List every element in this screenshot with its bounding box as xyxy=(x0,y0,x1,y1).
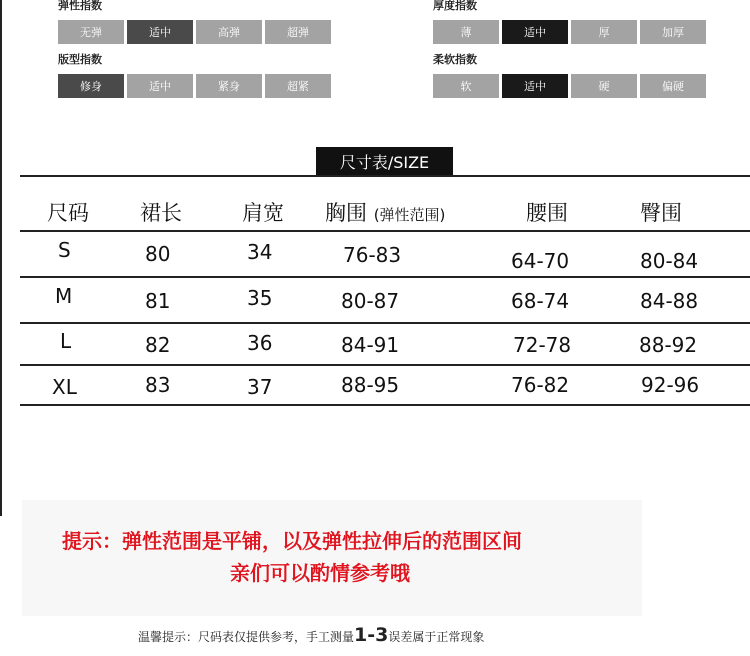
cell-size: M xyxy=(55,284,73,308)
thickness-option: 加厚 xyxy=(640,20,706,44)
cell-bust: 88-95 xyxy=(341,373,400,397)
softness-index-label: 柔软指数 xyxy=(433,53,477,66)
row-divider xyxy=(20,276,750,278)
row-divider xyxy=(20,322,750,324)
fit-option-selected: 修身 xyxy=(58,74,124,98)
cell-skirt-length: 81 xyxy=(145,289,171,313)
cell-shoulder: 37 xyxy=(247,375,273,399)
left-border-line xyxy=(0,0,2,516)
thickness-option: 薄 xyxy=(433,20,499,44)
fit-index-label: 版型指数 xyxy=(58,53,102,66)
cell-hip: 84-88 xyxy=(640,289,699,313)
cell-waist: 68-74 xyxy=(511,289,570,313)
thickness-option-selected: 适中 xyxy=(502,20,568,44)
cell-waist: 72-78 xyxy=(513,333,572,357)
cell-size: S xyxy=(58,238,71,262)
elasticity-option-selected: 适中 xyxy=(127,20,193,44)
elasticity-option: 高弹 xyxy=(196,20,262,44)
cell-skirt-length: 83 xyxy=(145,373,171,397)
header-waist: 腰围 xyxy=(526,201,568,225)
cell-waist: 76-82 xyxy=(511,373,570,397)
cell-bust: 80-87 xyxy=(341,289,400,313)
elasticity-option: 超弹 xyxy=(265,20,331,44)
cell-shoulder: 35 xyxy=(247,286,273,310)
header-shoulder: 肩宽 xyxy=(242,201,284,225)
cell-size: XL xyxy=(52,375,77,399)
footer-text-after: 误差属于正常现象 xyxy=(388,630,485,644)
thickness-option: 厚 xyxy=(571,20,637,44)
header-divider xyxy=(20,230,750,232)
cell-skirt-length: 82 xyxy=(145,333,171,357)
fit-option: 适中 xyxy=(127,74,193,98)
row-divider xyxy=(20,364,750,366)
fit-option: 超紧 xyxy=(265,74,331,98)
softness-option: 偏硬 xyxy=(640,74,706,98)
cell-hip: 92-96 xyxy=(641,373,700,397)
fit-option: 紧身 xyxy=(196,74,262,98)
softness-option: 硬 xyxy=(571,74,637,98)
cell-bust: 76-83 xyxy=(343,243,402,267)
notice-line-2: 亲们可以酌情参考哦 xyxy=(230,561,410,585)
row-divider xyxy=(20,404,750,406)
cell-waist: 64-70 xyxy=(511,249,570,273)
header-bust xyxy=(325,197,445,227)
cell-shoulder: 36 xyxy=(247,331,273,355)
header-hip: 臀围 xyxy=(640,201,682,225)
softness-index-options xyxy=(433,74,706,98)
notice-line-1: 提示：弹性范围是平铺，以及弹性拉伸后的范围区间 xyxy=(62,529,522,553)
title-divider xyxy=(20,175,750,177)
elasticity-index-options xyxy=(58,20,331,44)
cell-skirt-length: 80 xyxy=(145,242,171,266)
cell-size: L xyxy=(60,329,72,353)
cell-hip: 80-84 xyxy=(640,249,699,273)
elasticity-index-label: 弹性指数 xyxy=(58,0,102,12)
header-bust-label: 胸围 xyxy=(325,201,367,225)
footer-error-range: 1-3 xyxy=(354,624,389,646)
footer-note xyxy=(138,624,484,646)
cell-bust: 84-91 xyxy=(341,333,400,357)
thickness-index-options xyxy=(433,20,706,44)
softness-option: 软 xyxy=(433,74,499,98)
header-bust-note: (弹性范围) xyxy=(373,206,446,224)
thickness-index-label: 厚度指数 xyxy=(433,0,477,12)
elasticity-option: 无弹 xyxy=(58,20,124,44)
header-skirt-length: 裙长 xyxy=(140,201,182,225)
fit-index-options xyxy=(58,74,331,98)
size-table-title: 尺寸表/SIZE xyxy=(316,147,453,175)
softness-option-selected: 适中 xyxy=(502,74,568,98)
footer-text-before: 温馨提示：尺码表仅提供参考，手工测量 xyxy=(138,630,355,644)
cell-hip: 88-92 xyxy=(639,333,698,357)
cell-shoulder: 34 xyxy=(247,240,273,264)
header-size: 尺码 xyxy=(47,201,89,225)
